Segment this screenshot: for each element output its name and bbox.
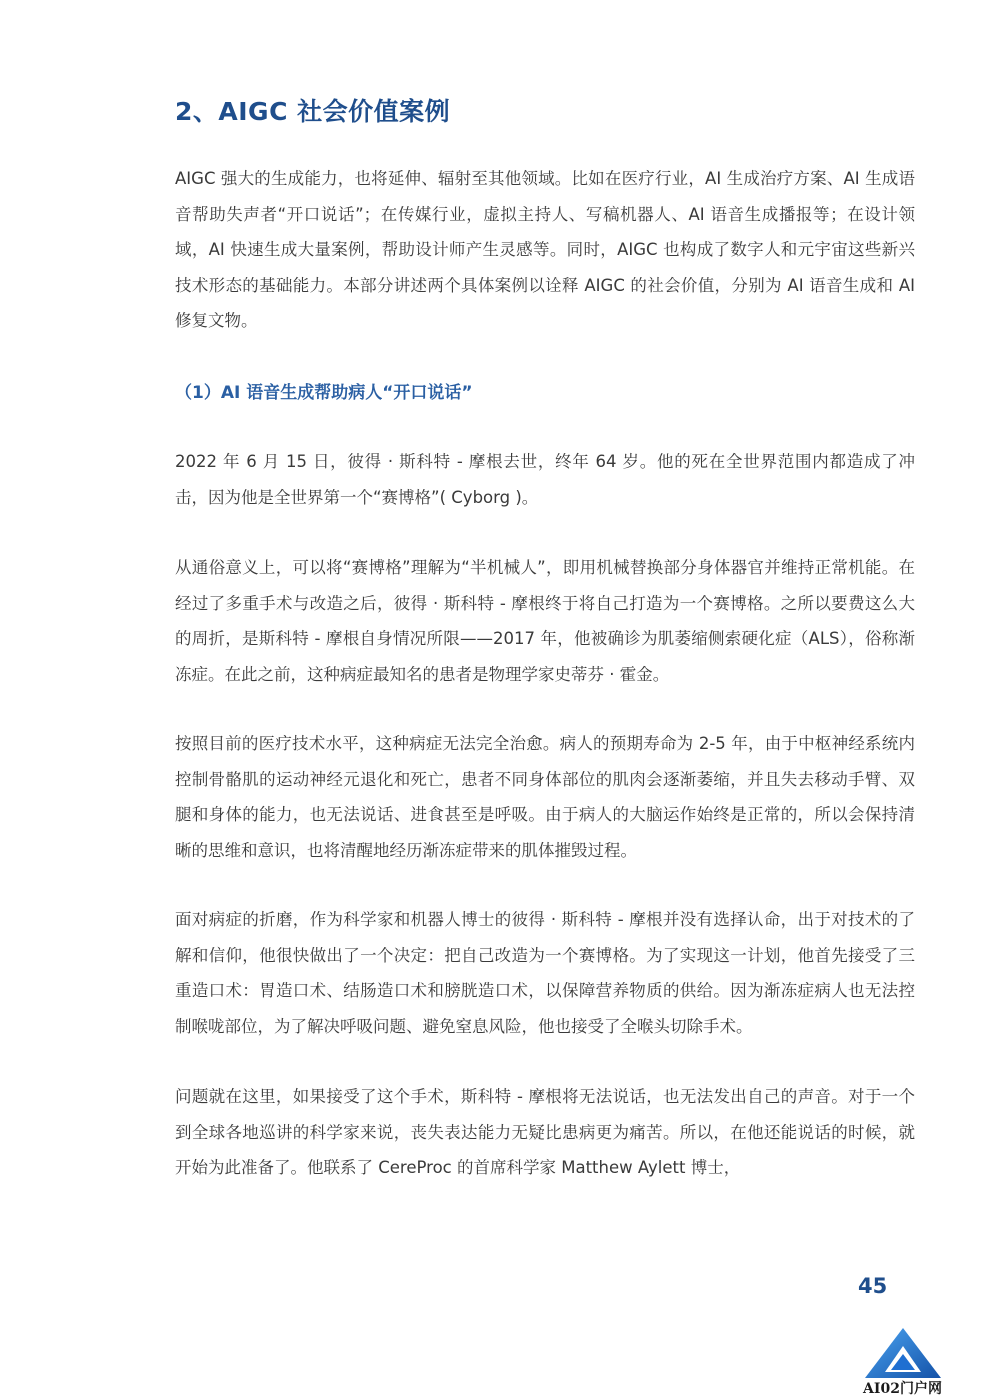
body-paragraph-2: 从通俗意义上，可以将“赛博格”理解为“半机械人”，即用机械替换部分身体器官并维持正常机能。在经过了多重手术与改造之后，彼得 · 斯科特 - 摩根终于将自己打造为一个赛博格。之所以要费这么大的周折，是斯科特 - 摩根自身情况所限——2017 年，他被确诊为肌萎缩侧索硬化症（ALS），俗称渐冻症。在此之前，这种病症最知名的患者是物理学家史蒂芬 · 霍金。 [175, 558, 915, 684]
subsection-title: （1）AI 语音生成帮助病人“开口说话” [175, 383, 473, 403]
page-number: 45 [858, 1274, 888, 1298]
triangle-logo-icon [863, 1326, 943, 1380]
body-paragraph-4: 面对病症的折磨，作为科学家和机器人博士的彼得 · 斯科特 - 摩根并没有选择认命，出于对技术的了解和信仰，他很快做出了一个决定：把自己改造为一个赛博格。为了实现这一计划，他首先接受了三重造口术：胃造口术、结肠造口术和膀胱造口术，以保障营养物质的供给。因为渐冻症病人也无法控制喉咙部位，为了解决呼吸问题、避免窒息风险，他也接受了全喉头切除手术。 [175, 910, 915, 1036]
site-watermark[interactable] [855, 1320, 950, 1399]
body-paragraph-1: 2022 年 6 月 15 日，彼得 · 斯科特 - 摩根去世，终年 64 岁。他的死在全世界范围内都造成了冲击，因为他是全世界第一个“赛博格”( Cyborg )。 [175, 452, 915, 507]
intro-paragraph: AIGC 强大的生成能力，也将延伸、辐射至其他领域。比如在医疗行业，AI 生成治疗方案、AI 生成语音帮助失声者“开口说话”；在传媒行业，虚拟主持人、写稿机器人、AI 语音生成播报等；在设计领域，AI 快速生成大量案例，帮助设计师产生灵感等。同时，AIGC 也构成了数字人和元宇宙这些新兴技术形态的基础能力。本部分讲述两个具体案例以诠释 AIGC 的社会价值，分别为 AI 语音生成和 AI 修复文物。 [175, 169, 915, 330]
body-paragraph-3: 按照目前的医疗技术水平，这种病症无法完全治愈。病人的预期寿命为 2-5 年，由于中枢神经系统内控制骨骼肌的运动神经元退化和死亡，患者不同身体部位的肌肉会逐渐萎缩，并且失去移动手臂、双腿和身体的能力，也无法说话、进食甚至是呼吸。由于病人的大脑运作始终是正常的，所以会保持清晰的思维和意识，也将清醒地经历渐冻症带来的肌体摧毁过程。 [175, 734, 915, 860]
watermark-text: AI02门户网 [863, 1381, 942, 1397]
section-title: 2、AIGC 社会价值案例 [175, 97, 451, 126]
body-paragraph-5: 问题就在这里，如果接受了这个手术，斯科特 - 摩根将无法说话，也无法发出自己的声音。对于一个到全球各地巡讲的科学家来说，丧失表达能力无疑比患病更为痛苦。所以，在他还能说话的时候，就开始为此准备了。他联系了 CereProc 的首席科学家 Matthew Aylett 博士， [175, 1087, 915, 1177]
